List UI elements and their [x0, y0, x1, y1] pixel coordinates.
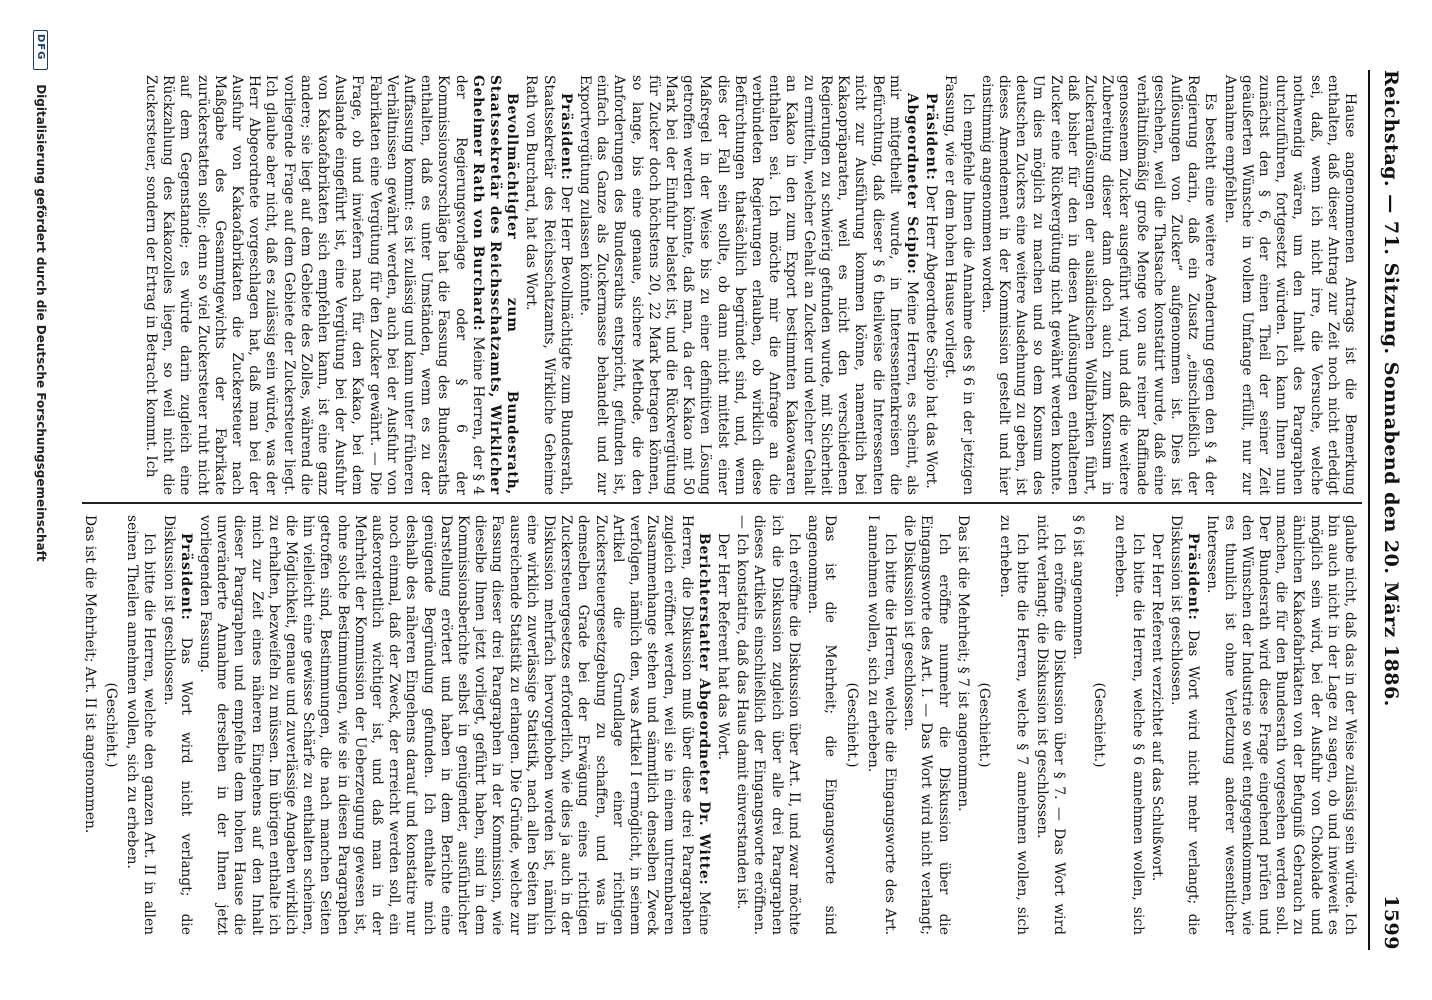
- text-paragraph: Ich bitte die Herren, welche die Eingangsworte des Art. I annehmen wollen, sich zu erheben.: [864, 515, 898, 935]
- stage-direction: (Geschieht.): [102, 682, 119, 768]
- left-column: [140, 75, 1358, 495]
- speech-text: Der Herr Abgeordnete Scipio hat das Wort.: [923, 184, 940, 489]
- text-paragraph: Es besteht eine weitere Aenderung gegen den § 4 der Regierung darin, daß ein Zusatz „einschließlich der Auflösungen von Zucker“ aufgenommen ist. Dies ist geschehen, weil die Thatsache konstatirt wurde, daß eine verhältnißmäßig große Menge von aus reiner Raffinade genossenem Zucker ausgeführt wird, und daß die weitere Zubereitung dieser dann doch auch zum Konsum in Zuckerauflösungen der ausländischen Wollfabriken führt, daß bisher für den in diesen Auflösungen enthaltenen Zucker eine Rückvergütung nicht gewährt werden konnte. Um dies möglich zu machen und so dem Konsum des deutschen Zuckers eine weitere Ausdehnung zu geben, ist dieses Amendement in der Kommission gestellt und hier einstimmig angenommen worden.: [978, 75, 1219, 495]
- column-divider: [82, 502, 1362, 504]
- text-paragraph: Der Herr Referent verzichtet auf das Schlußwort.: [1148, 533, 1165, 882]
- speech-paragraph: [142, 75, 520, 495]
- text-paragraph: glaube nicht, daß das in der Weise zulässig sein würde. Ich bin auch nicht in der Lage zu sagen, ob und inwieweit es möglich sein wird, bei der Ausfuhr von Chokolade und ähnlichen Kakaofabrikaten von der Befugniß Gebrauch zu machen, die für den Bundesrath vorgesehen werden soll. Der Bundesrath wird diese Frage eingehend prüfen und den Wünschen der Industrie so weit entgegenkommen, wie es thunlich ist ohne Verletzung anderer wesentlicher Interessen.: [1204, 515, 1358, 935]
- stage-direction: (Geschieht.): [1091, 682, 1108, 768]
- text-paragraph: Das ist die Mehrheit; Art. II ist angenommen.: [81, 515, 98, 834]
- speech-paragraph: [922, 75, 939, 495]
- speaker-name: Berichterstatter Abgeordneter Dr. Witte:: [695, 533, 712, 886]
- digitization-credit-text: Digitalisierung gefördert durch die Deutsche Forschungsgemeinschaft: [34, 84, 48, 562]
- speech-text: Der Herr Bevollmächtigte zum Bundesrath, Staatssekretär des Reichsschatzamts, Wirkliche Geheime Rath von Burchard, hat das Wort.: [523, 75, 574, 496]
- text-paragraph: Ich bitte die Herren, welche § 6 annehmen wollen, sich zu erheben.: [1112, 515, 1146, 935]
- running-header: [1372, 70, 1402, 950]
- speaker-name: Abgeordneter Scipio:: [903, 93, 920, 275]
- speech-text: Meine Herren, es scheint, als mir mitgetheilt wurde, in Interessentenkreisen die Befürchtung, daß dieser § 6 theilweise die Interessenten nicht zur Ausführung kommen könne, namentlich bei Kakaopräparaten, weil es nicht den verschiedenen Regierungen zu schwierig gefunden wurde, mit Sicherheit zu ermitteln, welcher Gehalt an Zucker und welcher Gehalt an Kakao in den zum Export bestimmten Kakaowaaren enthalten sei. Ich möchte mir die Anfrage an die verbündeten Regierungen erlauben, ob wirklich diese Befürchtungen thatsächlich begründet sind, und, wenn dies der Fall sein sollte, ob dann nicht mittelst einer Maßregel in der Weise bis zu einer definitiven Lösung getroffen werden könnte, daß man, da der Kakao mit 50 Mark bei der Einfuhr belastet ist, und die Rückvergütung für Zucker doch höchstens 20, 22 Mark betragen können, so lange, bis eine genaue, sichere Methode, die den Anforderungen des Bundesraths entspricht, gefunden ist, einfach das Ganze als Zuckermasse behandelt und zur Exportvergütung zulassen könnte.: [577, 75, 920, 495]
- text-paragraph: Ich bitte die Herren, welche den ganzen Art. II in allen seinen Theilen annehmen wollen, sich zu erheben.: [124, 515, 158, 935]
- right-column: [79, 515, 1358, 935]
- page-number: 1599: [1380, 895, 1402, 950]
- digitization-credit: [24, 30, 48, 970]
- text-paragraph: Ich eröffne nunmehr die Diskussion über die Eingangsworte des Art. I. — Das Wort wird nicht verlangt; die Diskussion ist geschlossen.: [901, 515, 952, 935]
- speaker-name: Präsident:: [923, 93, 940, 181]
- dfg-logo: DFG: [33, 30, 48, 70]
- speaker-name: Präsident:: [1185, 533, 1202, 621]
- text-paragraph: Ich bitte die Herren, welche § 7 annehmen wollen, sich zu erheben.: [997, 515, 1031, 935]
- text-paragraph: Das ist die Mehrheit; die Eingangsworte sind angenommen.: [805, 515, 839, 935]
- text-paragraph: Das ist die Mehrheit; § 7 ist angenommen.: [954, 515, 971, 812]
- speaker-name: Präsident:: [557, 93, 574, 181]
- stage-direction: (Geschieht.): [843, 682, 860, 768]
- text-paragraph: Hause angenommenen Antrags ist die Bemerkung enthalten, daß dieser Antrag zur Zeit noch nicht erledigt sei, daß, wenn ich nicht irre, die Versuche, welche nothwendig wären, um den Inhalt des Paragraphen durchzuführen, fortgesetzt würden. Ich kann Ihnen nun zunächst den § 6, der einen Theil der seiner Zeit geäußerten Wünsche in vollem Umfange erfüllt, nur zur Annahme empfehlen.: [1221, 75, 1358, 495]
- speech-text: Meine Herren, die Diskussion muß über diese drei Paragraphen zugleich eröffnet werden, weil sie in einem untrennbaren Zusammenhange stehen und sämmtlich denselben Zweck verfolgen, nämlich den, was Artikel I ermöglicht, in seinem Artikel die Grundlage einer richtigen Zuckersteuergesetzgebung zu schaffen, und was in demselben Grade bei der Erwägung eines richtigen Zuckersteuergesetzes erforderlich, wie dies ja auch in der Diskussion mehrfach hervorgehoben worden ist, nämlich eine wirklich zuverlässige Statistik, nach allen Seiten hin ausreichende Statistik zu erlangen. Die Gründe, welche zur Fassung dieser drei Paragraphen in der Kommission, wie dieselbe Ihnen jetzt vorliegt, geführt haben, sind in dem Kommissionsberichte selbst in genügender, ausführlicher Darstellung erörtert und haben in dem Berichte eine genügende Begründung gefunden. Ich enthalte mich deshalb des näheren Eingehens darauf und konstatire nur noch einmal, daß der Zweck, der erreicht werden soll, ein außerordentlich wichtiger ist, und daß man in der Mehrheit der Kommission der Ueberzeugung gewesen ist, ohne solche Bestimmungen, wie sie in diesen Paragraphen getroffen sind, Bestimmungen, die nach manchen Seiten hin vielleicht eine gewisse Schärfe zu enthalten scheinen, die Möglichkeit, genaue und zuverlässige Angaben wirklich zu erhalten, bezweifeln zu müssen. Im übrigen enthalte ich mich zur Zeit eines näheren Eingehens auf den Inhalt dieser Paragraphen und empfehle dem hohen Hause die unveränderte Annahme derselben in der Ihnen jetzt vorliegenden Fassung.: [197, 515, 712, 935]
- speech-text: Das Wort wird nicht mehr verlangt; die Diskussion ist geschlossen.: [1167, 515, 1202, 936]
- speech-paragraph: [196, 515, 712, 935]
- speech-paragraph: [522, 75, 574, 495]
- text-paragraph: Ich eröffne die Diskussion über Art. II, und zwar möchte ich die Diskussion zugleich über alle drei Paragraphen dieses Artikels einschließlich der Eingangsworte eröffnen. — Ich konstatire, daß das Haus damit einverstanden ist.: [734, 515, 802, 935]
- header-rule: [1368, 70, 1370, 950]
- speech-text: Das Wort wird nicht verlangt; die Diskussion ist geschlossen.: [160, 515, 194, 935]
- text-paragraph: Ich eröffne die Diskussion über § 7. — Das Wort wird nicht verlangt; die Diskussion ist geschlossen.: [1033, 515, 1067, 935]
- speaker-name: Präsident:: [177, 533, 194, 621]
- speech-paragraph: [1167, 515, 1201, 935]
- speech-paragraph: [159, 515, 193, 935]
- speech-paragraph: [576, 75, 920, 495]
- stage-direction: (Geschieht.): [975, 682, 992, 768]
- text-paragraph: § 6 ist angenommen.: [1069, 515, 1086, 660]
- text-paragraph: Der Herr Referent hat das Wort.: [715, 533, 732, 761]
- text-paragraph: Ich empfehle Ihnen die Annahme des § 6 in der jetzigen Fassung, wie er dem hohen Hause vorliegt.: [942, 75, 976, 495]
- speaker-name: Bevollmächtigter zum Bundesrath, Staatssekretär des Reichsschatzamts, Wirklicher Geheimer Rath von Burchard:: [469, 75, 521, 495]
- header-session-title: Reichstag. — 71. Sitzung. Sonnabend den 20. März 1886.: [1380, 70, 1402, 707]
- speech-text: Meine Herren, der § 4 der Regierungsvorlage oder § 6 der Kommissionsvorschläge hat die Fassung des Bundesraths enthalten, daß es unter Umständen, wenn es zu der Auffassung kommt: es ist zulässig und kann unter früheren Verhältnissen gewährt werden, auch bei der Ausfuhr von Fabrikaten eine Vergütung für den Zucker gewährt. — Die Frage, ob und inwiefern nach für den Kakao, bei dem Auslande eingeführt ist, eine Vergütung bei der Ausfuhr von Kakaofabrikaten sich empfehlen kann, ist eine ganz andere; sie liegt auf dem Gebiete des Zolles, während die vorliegende Frage auf dem Gebiete der Zuckersteuer liegt. Ich glaube aber nicht, daß es zulässig sein würde, was der Herr Abgeordnete vorgeschlagen hat, daß man bei der Ausfuhr von Kakaofabrikaten die Zuckersteuer nach Maßgabe des Gesammtgewichts der Fabrikate zurückerstatten solle; denn so viel Zuckersteuer ruht nicht auf dem Gegenstande; es würde darin zugleich eine Rückzahlung des Kakaozolles liegen, so weil nicht die Zuckersteuer, sondern der Ertrag in Betracht kommt. Ich: [142, 75, 486, 496]
